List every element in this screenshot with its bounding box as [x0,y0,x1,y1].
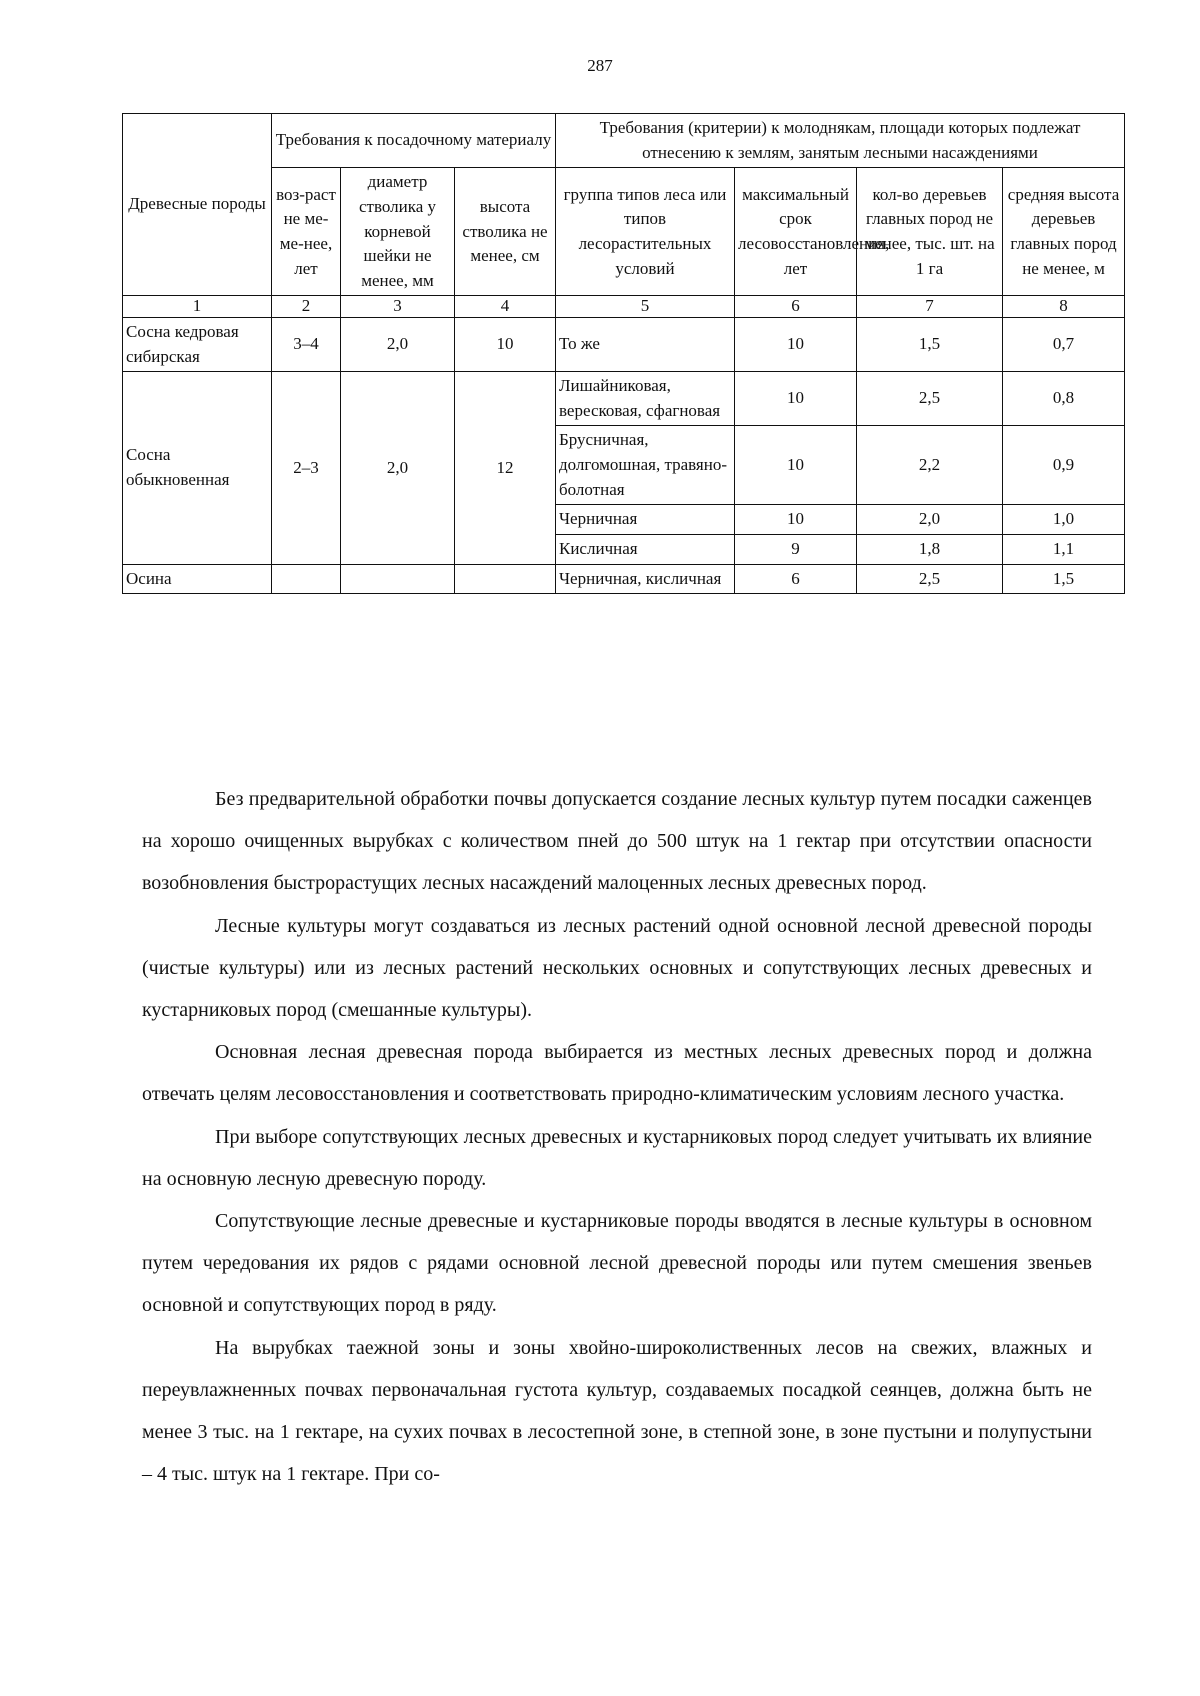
column-number: 5 [556,296,735,317]
header-row-1 [123,114,1125,168]
tree-count-cell: 1,8 [857,535,1003,565]
avg-height-cell: 0,7 [1003,317,1125,371]
term-cell: 10 [735,372,857,426]
header-diameter: диаметр стволика у корневой шейки не менее, мм [341,168,455,296]
tree-count-cell: 2,2 [857,426,1003,505]
page-number: 287 [587,56,613,75]
header-age: воз-раст не ме-ме-нее, лет [272,168,341,296]
header-height: высота стволика не менее, см [455,168,556,296]
avg-height-cell: 0,8 [1003,372,1125,426]
tree-count-cell: 1,5 [857,317,1003,371]
column-number: 4 [455,296,556,317]
forest-type-cell: Брусничная, долгомошная, травяно-болотная [556,426,735,505]
height-cell: 12 [455,372,556,564]
header-row-2 [123,168,1125,296]
height-cell: 10 [455,317,556,371]
column-number: 7 [857,296,1003,317]
column-number: 6 [735,296,857,317]
height-cell [455,564,556,594]
avg-height-cell: 1,1 [1003,535,1125,565]
forest-type-cell: Кисличная [556,535,735,565]
forest-type-cell: Черничная, кисличная [556,564,735,594]
diameter-cell [341,564,455,594]
column-number: 2 [272,296,341,317]
body-text [142,778,1092,1495]
paragraph: Без предварительной обработки почвы допускается создание лесных культур путем посадки саженцев на хорошо очищенных вырубках с количеством пней до 500 штук на 1 гектар при отсутствии опасности возобновления быстрорастущих лесных насаждений малоценных лесных древесных пород. [142,788,1092,895]
paragraph: Сопутствующие лесные древесные и кустарниковые породы вводятся в лесные культуры в основном путем чередования их рядов с рядами основной лесной древесной породы или путем смешения звеньев основной и сопутствующих пород в ряду. [142,1210,1092,1317]
term-cell: 10 [735,317,857,371]
term-cell: 9 [735,535,857,565]
requirements-table [122,113,1125,594]
forest-type-cell: Лишайниковая, вересковая, сфагновая [556,372,735,426]
term-cell: 10 [735,505,857,535]
header-avg-height: средняя высота деревьев главных пород не менее, м [1003,168,1125,296]
table-row-pine [123,372,1125,426]
age-cell [272,564,341,594]
forest-type-cell: Черничная [556,505,735,535]
header-young-stand-criteria: Требования (критерии) к молоднякам, площади которых подлежат отнесению к землям, занятым лесными насаждениями [556,114,1125,168]
header-planting-material: Требования к посадочному материалу [272,114,556,168]
avg-height-cell: 0,9 [1003,426,1125,505]
header-forest-type: группа типов леса или типов лесорастительных условий [556,168,735,296]
avg-height-cell: 1,5 [1003,564,1125,594]
header-term: максимальный срок лесовосстановления, лет [735,168,857,296]
tree-count-cell: 2,5 [857,372,1003,426]
table-row-aspen [123,564,1125,594]
column-number: 3 [341,296,455,317]
age-cell: 2–3 [272,372,341,564]
header-species: Древесные породы [123,114,272,296]
column-number: 1 [123,296,272,317]
paragraph: При выборе сопутствующих лесных древесных и кустарниковых пород следует учитывать их влияние на основную лесную древесную породу. [142,1125,1092,1190]
column-number-row [123,296,1125,317]
paragraph: Лесные культуры могут создаваться из лесных растений одной основной лесной древесной породы (чистые культуры) или из лесных растений нескольких основных и сопутствующих лесных древесных и кустарниковых пород (смешанные культуры). [142,914,1092,1022]
term-cell: 10 [735,426,857,505]
species-cell: Сосна кедровая сибирская [123,317,272,371]
term-cell: 6 [735,564,857,594]
paragraph: Основная лесная древесная порода выбирается из местных лесных древесных пород и должна отвечать целям лесовосстановления и соответствовать природно-климатическим условиям лесного участка. [142,1041,1092,1106]
paragraph: На вырубках таежной зоны и зоны хвойно-широколиственных лесов на свежих, влажных и переувлажненных почвах первоначальная густота культур, создаваемых посадкой сеянцев, должна быть не менее 3 тыс. на 1 гектаре, на сухих почвах в лесостепной зоне, в степной зоне, в зоне пустыни и полупустыни – 4 тыс. штук на 1 гектаре. При со- [142,1336,1092,1486]
tree-count-cell: 2,5 [857,564,1003,594]
species-cell: Сосна обыкновенная [123,372,272,564]
avg-height-cell: 1,0 [1003,505,1125,535]
species-cell: Осина [123,564,272,594]
tree-count-cell: 2,0 [857,505,1003,535]
diameter-cell: 2,0 [341,372,455,564]
header-tree-count: кол-во деревьев главных пород не менее, тыс. шт. на 1 га [857,168,1003,296]
column-number: 8 [1003,296,1125,317]
table-row-cedar [123,317,1125,371]
forest-type-cell: То же [556,317,735,371]
age-cell: 3–4 [272,317,341,371]
diameter-cell: 2,0 [341,317,455,371]
